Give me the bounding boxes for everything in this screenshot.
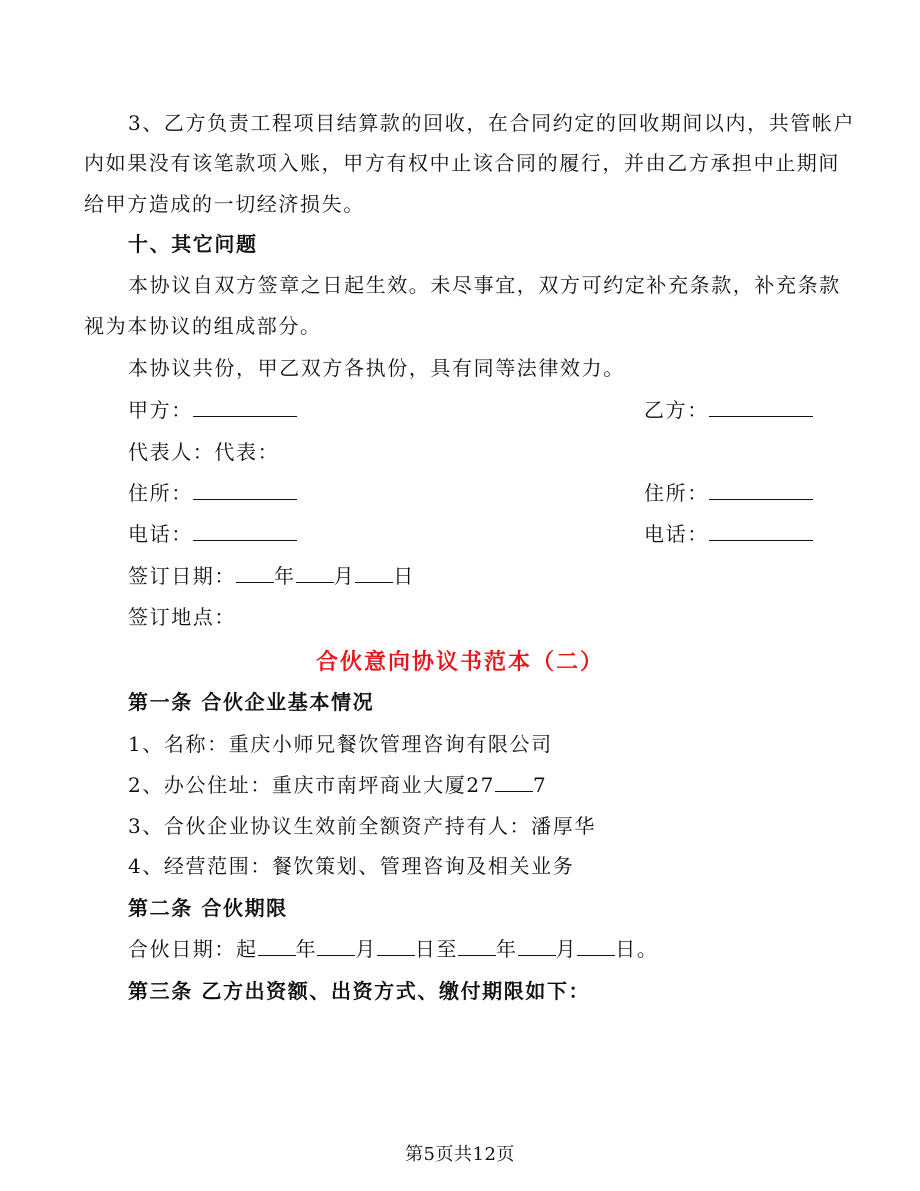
item-address (128, 772, 547, 798)
party-b-blank (709, 398, 813, 417)
address-a-blank (193, 481, 297, 500)
month-label: 月 (333, 564, 356, 588)
representative-label: 代表人：代表： (128, 440, 280, 464)
period-label: 合伙日期：起 (128, 937, 258, 961)
party-a-field (128, 397, 297, 423)
phone-b-blank (709, 522, 813, 541)
item-business-scope: 4、经营范围：餐饮策划、管理咨询及相关业务 (128, 854, 575, 878)
period-end: 日。 (615, 937, 659, 961)
period-year-blank (258, 937, 296, 956)
article-2-heading: 第二条 合伙期限 (128, 896, 288, 920)
address-a-field (128, 480, 297, 506)
article-3-heading: 第三条 乙方出资额、出资方式、缴付期限如下： (128, 979, 591, 1003)
address-blank (495, 773, 533, 792)
period-year: 年 (295, 937, 318, 961)
item-asset-holder: 3、合伙企业协议生效前全额资产持有人：潘厚华 (128, 814, 596, 838)
address-b-label: 住所： (644, 481, 709, 505)
period-month2: 月 (555, 937, 578, 961)
signing-place-label: 签订地点： (128, 605, 236, 629)
period-year2: 年 (496, 937, 518, 961)
day-label: 日 (393, 564, 415, 588)
party-a-blank (193, 398, 297, 417)
effect-clause-line1: 本协议自双方签章之日起生效。未尽事宜，双方可约定补充条款，补充条款 (128, 273, 841, 297)
phone-a-field (128, 521, 297, 547)
period-day2-blank (577, 937, 615, 956)
partnership-period (128, 936, 658, 962)
item-address-text: 2、办公住址：重庆市南坪商业大厦27 (128, 773, 495, 797)
document-title: 合伙意向协议书范本（二） (315, 649, 604, 675)
phone-b-label: 电话： (644, 522, 709, 546)
copies-clause: 本协议共份，甲乙双方各执份，具有同等法律效力。 (128, 356, 625, 380)
month-blank (296, 564, 334, 583)
address-a-label: 住所： (128, 481, 193, 505)
period-to: 日至 (414, 937, 459, 961)
page-number: 第5页共12页 (405, 1144, 515, 1165)
year-blank (236, 564, 274, 583)
signing-date-field (128, 563, 415, 589)
phone-b-field (644, 521, 813, 547)
clause3-line1: 3、乙方负责工程项目结算款的回收，在合同约定的回收期间以内，共管帐户 (128, 111, 856, 135)
period-month: 月 (355, 937, 377, 961)
address-b-blank (709, 481, 813, 500)
period-year2-blank (458, 937, 496, 956)
clause3-line2: 内如果没有该笔款项入账，甲方有权中止该合同的履行，并由乙方承担中止期间 (84, 151, 840, 175)
item-name: 1、名称：重庆小师兄餐饮管理咨询有限公司 (128, 732, 553, 756)
signing-date-label: 签订日期： (128, 564, 236, 588)
period-month2-blank (518, 937, 556, 956)
item-address-suffix: 7 (532, 773, 548, 797)
address-b-field (644, 480, 813, 506)
year-label: 年 (274, 564, 296, 588)
party-a-label: 甲方： (128, 398, 193, 422)
period-month-blank (317, 937, 355, 956)
article-1-heading: 第一条 合伙企业基本情况 (128, 690, 375, 714)
effect-clause-line2: 视为本协议的组成部分。 (84, 314, 322, 338)
section-10-heading: 十、其它问题 (128, 232, 258, 256)
day-blank (355, 564, 393, 583)
party-b-label: 乙方： (644, 398, 709, 422)
clause3-line3: 给甲方造成的一切经济损失。 (84, 192, 365, 216)
party-b-field (644, 397, 813, 423)
phone-a-blank (193, 522, 297, 541)
period-day-blank (377, 937, 415, 956)
phone-a-label: 电话： (128, 522, 193, 546)
